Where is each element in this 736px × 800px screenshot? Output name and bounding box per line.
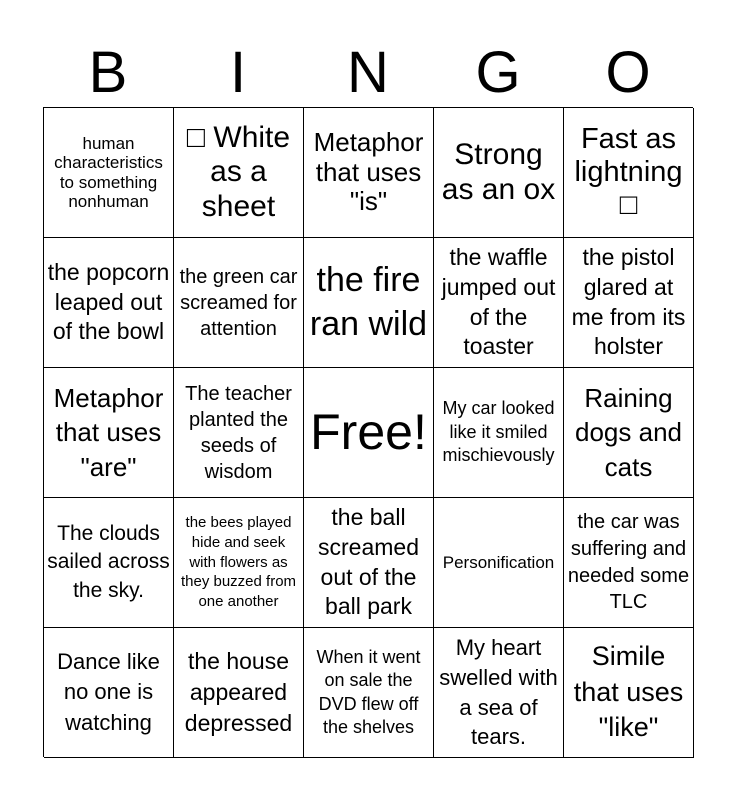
bingo-cell[interactable]: the waffle jumped out of the toaster [434, 238, 564, 368]
bingo-cell[interactable]: When it went on sale the DVD flew off the shelves [304, 628, 434, 758]
bingo-cell[interactable]: the popcorn leaped out of the bowl [44, 238, 174, 368]
bingo-cell[interactable]: The teacher planted the seeds of wisdom [174, 368, 304, 498]
bingo-cell[interactable]: the house appeared depressed [174, 628, 304, 758]
header-letter-i: I [229, 40, 247, 105]
bingo-cell[interactable]: Fast as lightning □ [564, 108, 694, 238]
header-letter-b: B [88, 40, 128, 105]
bingo-cell[interactable]: the bees played hide and seek with flowers as they buzzed from one another [174, 498, 304, 628]
bingo-header [43, 38, 693, 108]
header-letter-g: G [475, 40, 521, 105]
bingo-cell[interactable]: the green car screamed for attention [174, 238, 304, 368]
bingo-cell[interactable]: Personification [434, 498, 564, 628]
bingo-cell[interactable]: My car looked like it smiled mischievously [434, 368, 564, 498]
bingo-cell[interactable]: Dance like no one is watching [44, 628, 174, 758]
bingo-cell[interactable]: Metaphor that uses "are" [44, 368, 174, 498]
bingo-cell[interactable]: the ball screamed out of the ball park [304, 498, 434, 628]
bingo-cell[interactable]: Simile that uses "like" [564, 628, 694, 758]
bingo-cell[interactable]: My heart swelled with a sea of tears. [434, 628, 564, 758]
bingo-cell[interactable]: Metaphor that uses "is" [304, 108, 434, 238]
bingo-cell[interactable]: The clouds sailed across the sky. [44, 498, 174, 628]
free-space[interactable]: Free! [304, 368, 434, 498]
bingo-cell[interactable]: Strong as an ox [434, 108, 564, 238]
bingo-cell[interactable]: human characteristics to something nonhuman [44, 108, 174, 238]
header-letter-n: N [347, 40, 389, 105]
bingo-cell[interactable]: the fire ran wild [304, 238, 434, 368]
bingo-cell[interactable]: the car was suffering and needed some TLC [564, 498, 694, 628]
bingo-cell[interactable]: Raining dogs and cats [564, 368, 694, 498]
bingo-cell[interactable]: the pistol glared at me from its holster [564, 238, 694, 368]
header-letter-o: O [605, 40, 651, 105]
bingo-grid [43, 107, 693, 757]
bingo-cell[interactable]: □ White as a sheet [174, 108, 304, 238]
